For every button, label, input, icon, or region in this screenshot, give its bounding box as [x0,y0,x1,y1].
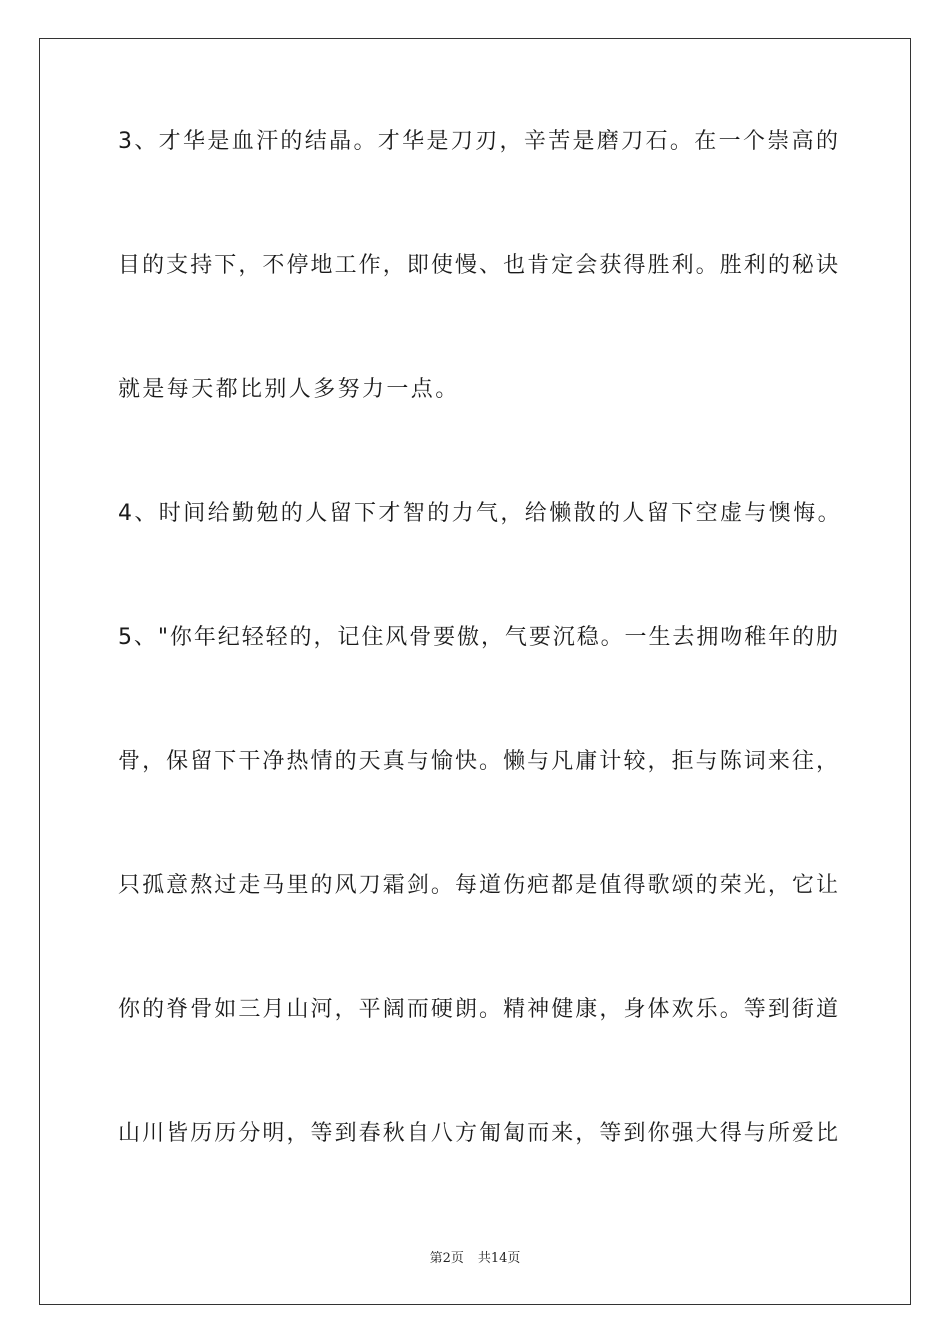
text-line: 就是每天都比别人多努力一点。 [118,377,460,402]
text-line: 只孤意熬过走马里的风刀霜剑。每道伤疤都是值得歌颂的荣光，它让 [118,873,838,898]
page-number: 第2页 [429,1251,464,1266]
text-line: 目的支持下，不停地工作，即使慢、也肯定会获得胜利。胜利的秘诀 [118,253,838,278]
document-body [118,127,842,1243]
text-line: 5、"你年纪轻轻的，记住风骨要傲，气要沉稳。一生去拥吻稚年的肋 [118,625,838,650]
page-footer [0,1247,950,1266]
text-line: 你的脊骨如三月山河，平阔而硬朗。精神健康，身体欢乐。等到街道 [118,997,838,1022]
text-line: 骨，保留下干净热情的天真与愉快。懒与凡庸计较，拒与陈词来往， [118,749,838,774]
text-line: 山川皆历历分明，等到春秋自八方匍匐而来，等到你强大得与所爱比 [118,1121,838,1146]
text-line: 3、才华是血汗的结晶。才华是刀刃，辛苦是磨刀石。在一个崇高的 [118,129,838,154]
page-total: 共14页 [477,1251,521,1266]
text-line: 4、时间给勤勉的人留下才智的力气，给懒散的人留下空虚与懊悔。 [118,501,842,526]
